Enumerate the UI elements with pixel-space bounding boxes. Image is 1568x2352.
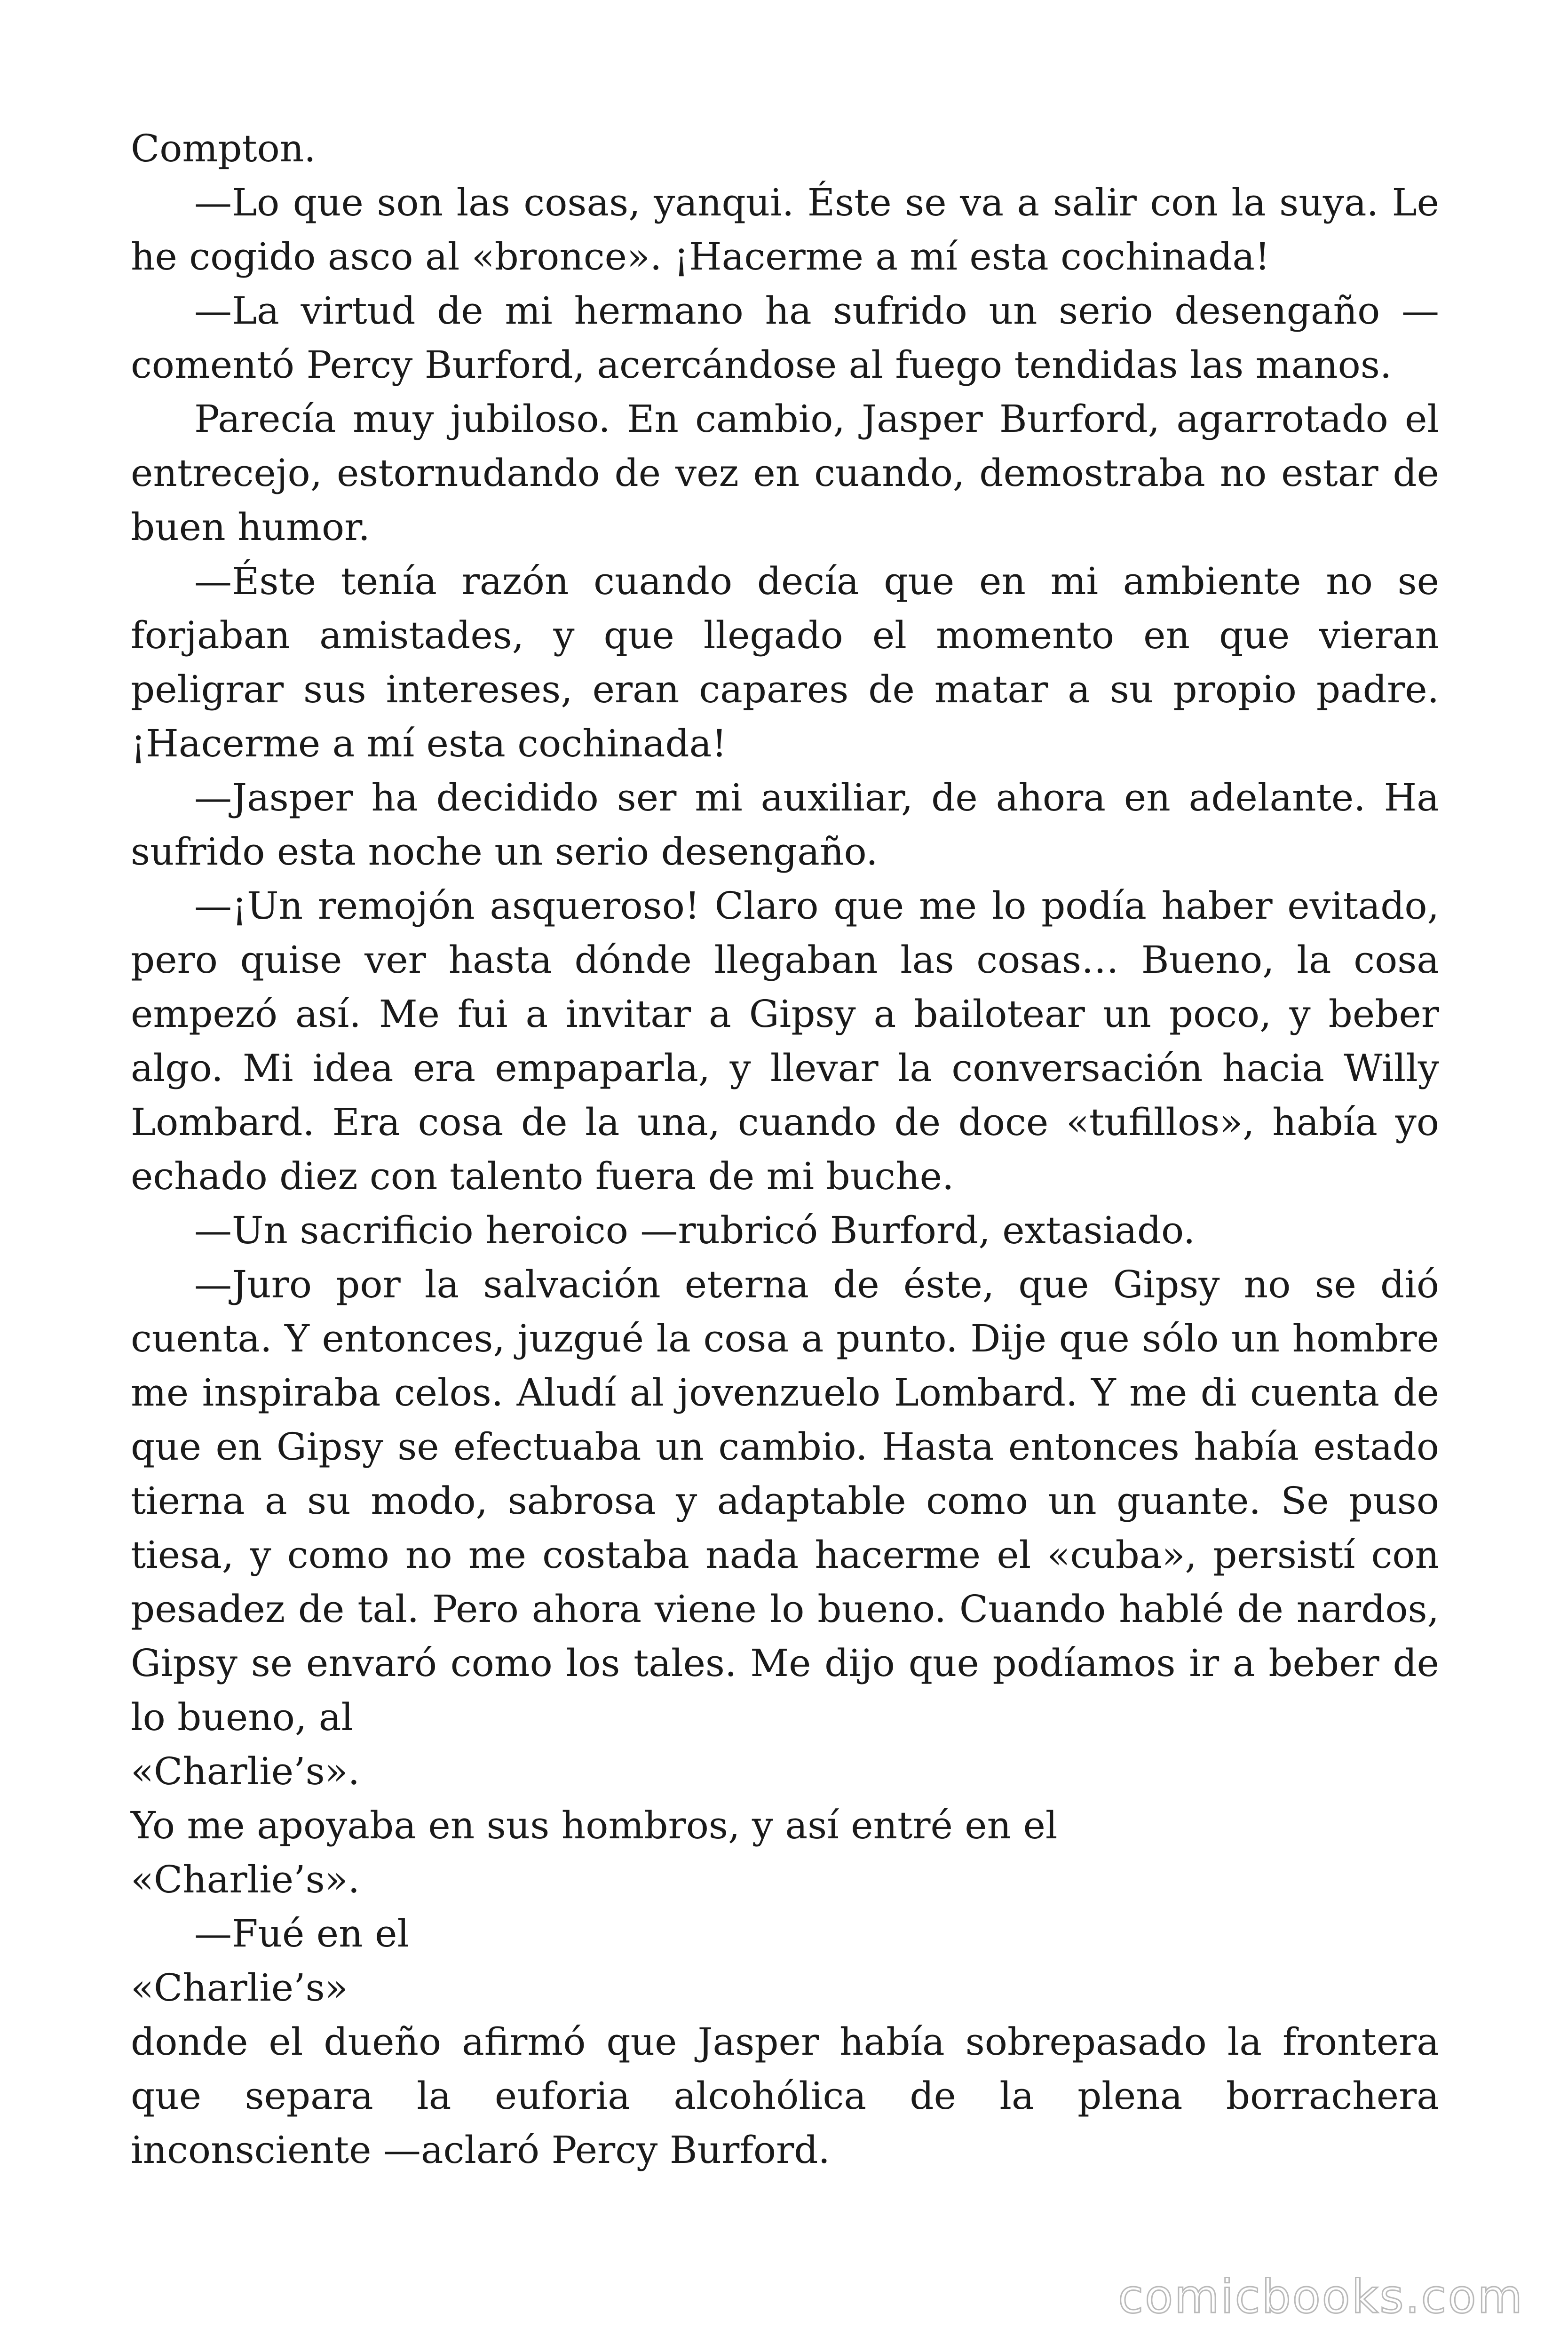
paragraph-15: donde el dueño afirmó que Jasper había sobrepasado la frontera que separa la euforia alcohólica de la plena borrachera inconsciente —aclaró Percy Burford. <box>131 2020 1439 2172</box>
paragraph-8: —Un sacrificio heroico —rubricó Burford, extasiado. <box>194 1208 1196 1252</box>
paragraph-10: «Charlie’s». <box>131 1749 360 1793</box>
paragraph-1: Compton. <box>131 127 316 170</box>
paragraph-4: Parecía muy jubiloso. En cambio, Jasper Burford, agarrotado el entrecejo, estornudando de vez en cuando, demostraba no estar de buen humor. <box>131 397 1439 549</box>
paragraph-2: —Lo que son las cosas, yanqui. Éste se va a salir con la suya. Le he cogido asco al «bronce». ¡Hacerme a mí esta cochinada! <box>131 181 1439 278</box>
paragraph-7: —¡Un remojón asqueroso! Claro que me lo podía haber evitado, pero quise ver hasta dónde llegaban las cosas… Bueno, la cosa empezó así. Me fui a invitar a Gipsy a bailotear un poco, y beber algo. Mi idea era empaparla, y llevar la conversación hacia Willy Lombard. Era cosa de la una, cuando de doce «tufillos», había yo echado diez con talento fuera de mi buche. <box>131 884 1439 1198</box>
paragraph-5: —Éste tenía razón cuando decía que en mi ambiente no se forjaban amistades, y que llegado el momento en que vieran peligrar sus intereses, eran capares de matar a su propio padre. ¡Hacerme a mí esta cochinada! <box>131 559 1439 765</box>
watermark-logo: comicbooks.com <box>1118 2270 1524 2324</box>
paragraph-9: —Juro por la salvación eterna de éste, que Gipsy no se dió cuenta. Y entonces, juzgué la cosa a punto. Dije que sólo un hombre me inspiraba celos. Aludí al jovenzuelo Lombard. Y me di cuenta de que en Gipsy se efectuaba un cambio. Hasta entonces había estado tierna a su modo, sabrosa y adaptable como un guante. Se puso tiesa, y como no me costaba nada hacerme el «cuba», persistí con pesadez de tal. Pero ahora viene lo bueno. Cuando hablé de nardos, Gipsy se envaró como los tales. Me dijo que podíamos ir a beber de lo bueno, al <box>131 1263 1439 1739</box>
paragraph-14: «Charlie’s» <box>131 1966 348 2010</box>
paragraph-13: —Fué en el <box>194 1912 410 1955</box>
paragraph-11: Yo me apoyaba en sus hombros, y así entré en el <box>131 1804 1058 1847</box>
paragraph-12: «Charlie’s». <box>131 1858 360 1901</box>
paragraph-3: —La virtud de mi hermano ha sufrido un serio desengaño —comentó Percy Burford, acercándose al fuego tendidas las manos. <box>131 289 1439 387</box>
body-text <box>131 121 1439 2177</box>
paragraph-6: —Jasper ha decidido ser mi auxiliar, de ahora en adelante. Ha sufrido esta noche un serio desengaño. <box>131 776 1439 874</box>
